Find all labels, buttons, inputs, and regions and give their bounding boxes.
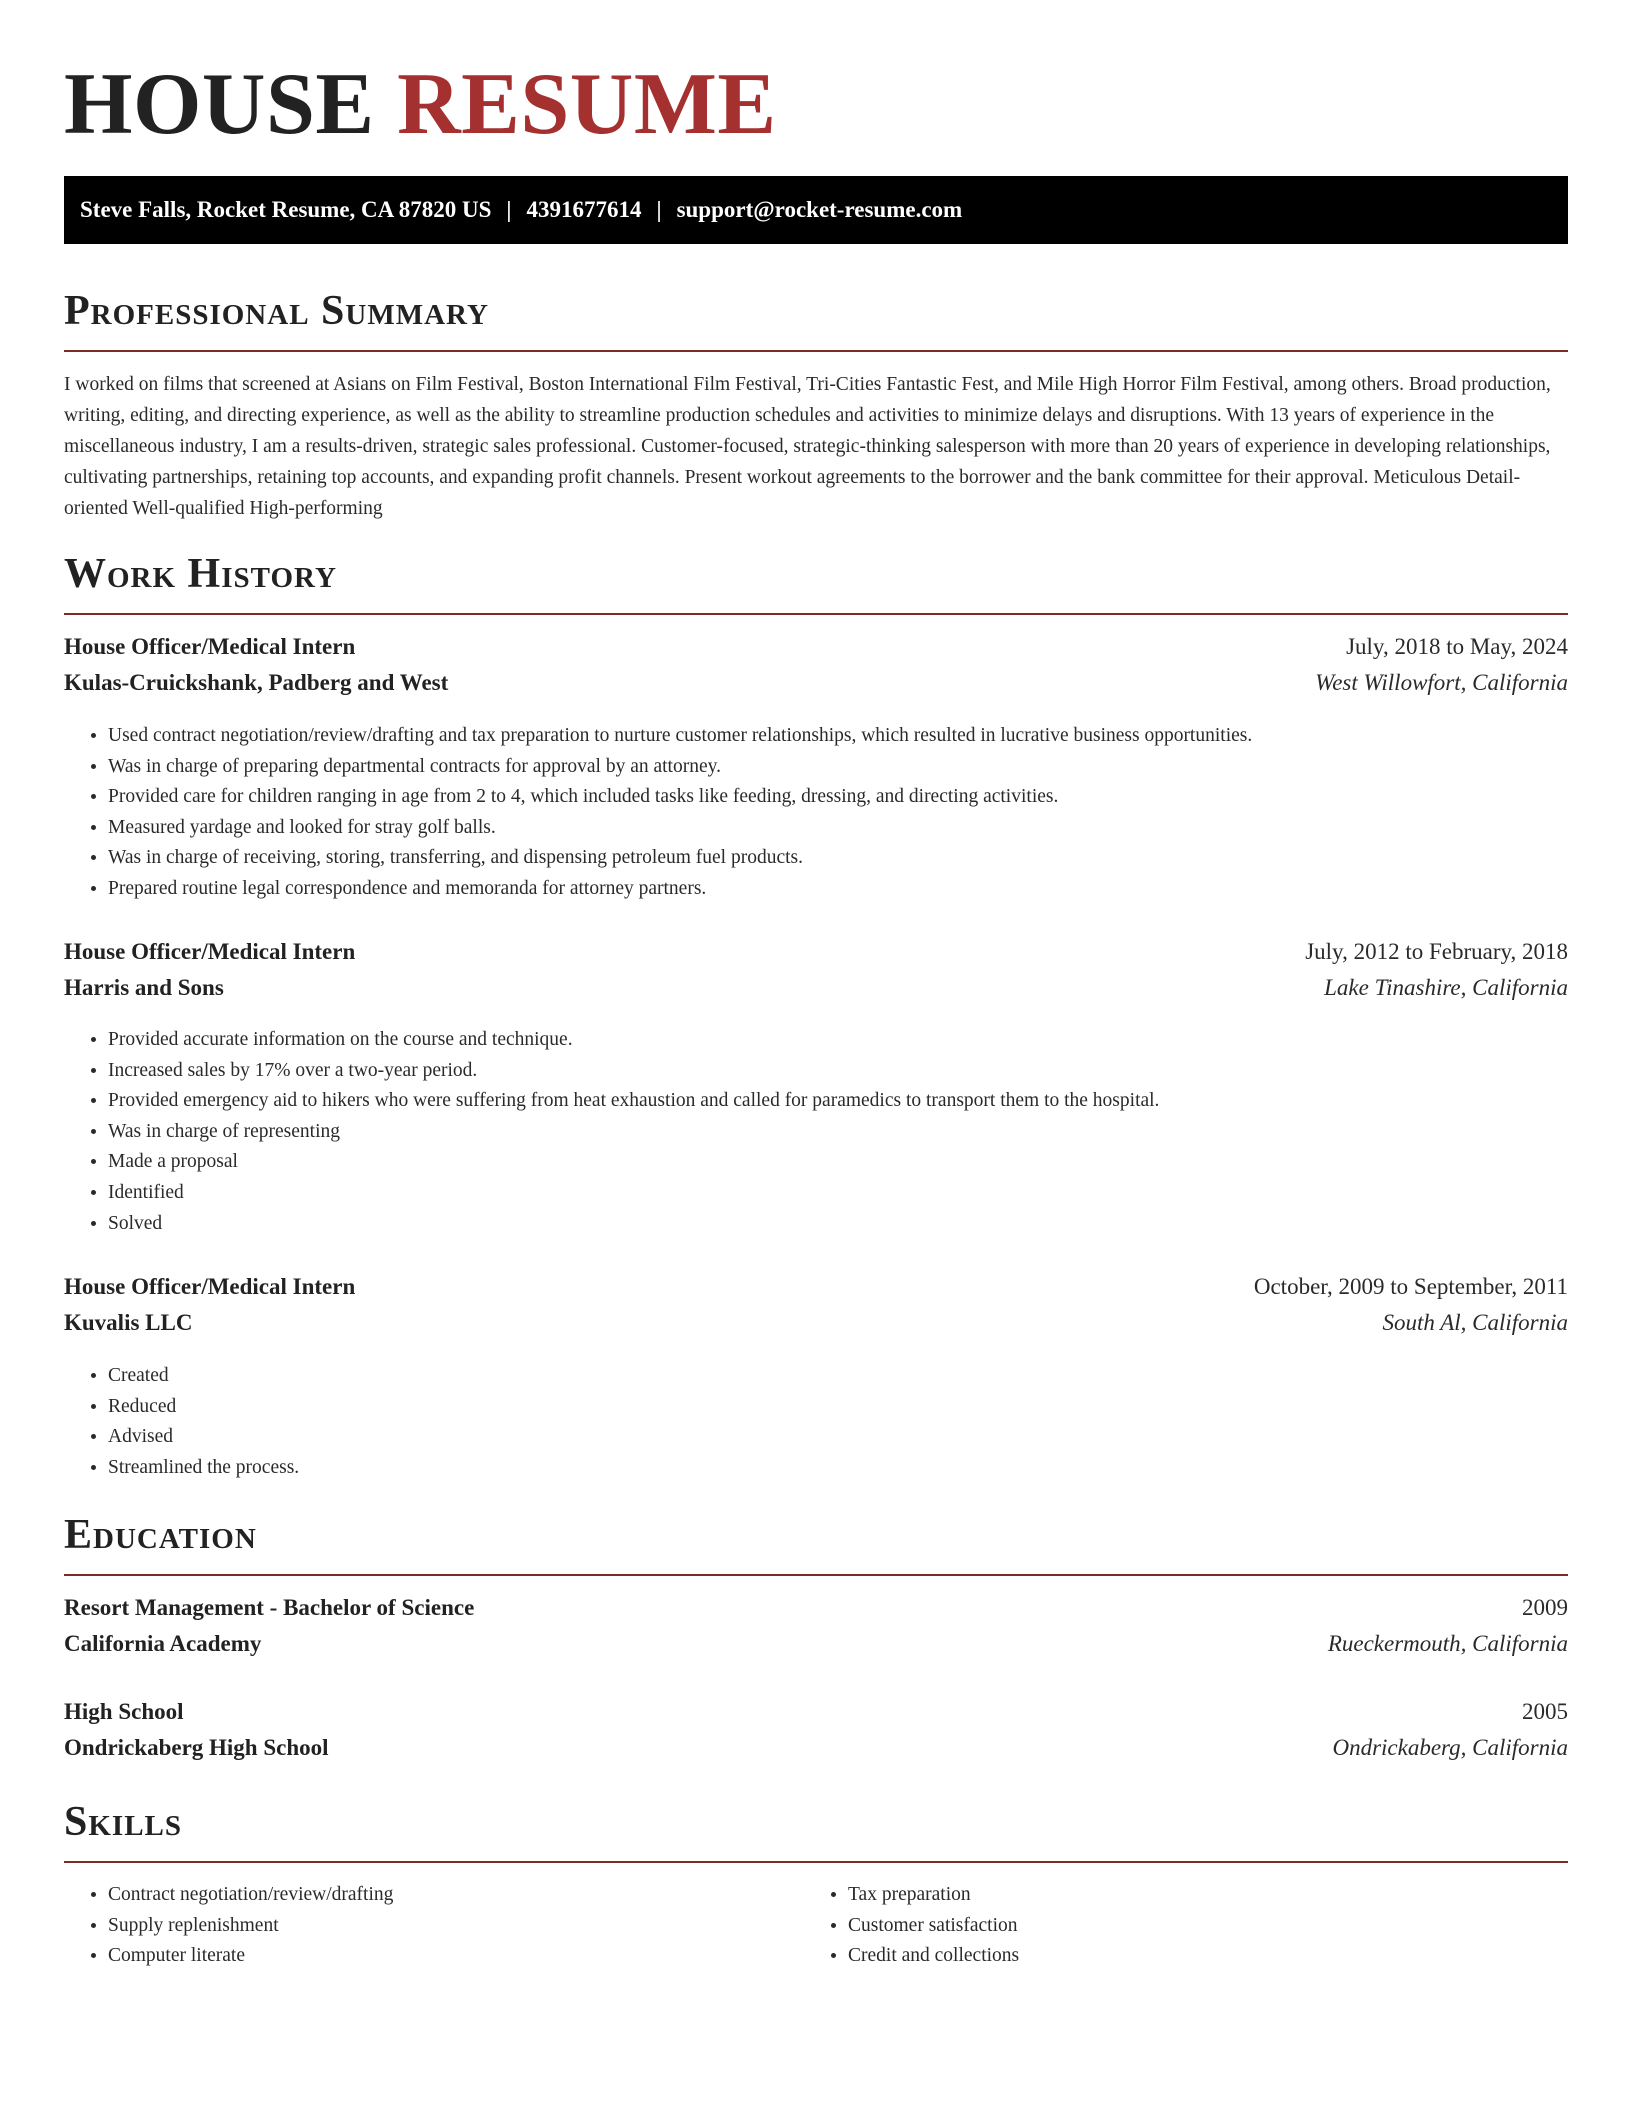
work-heading: Work History bbox=[64, 551, 337, 597]
education-degree-row bbox=[64, 1593, 1568, 1623]
education-degree-row bbox=[64, 1697, 1568, 1727]
skill-item: • Customer satisfaction bbox=[848, 1911, 1548, 1942]
job-bullets bbox=[64, 1361, 299, 1483]
education-school: California Academy bbox=[64, 1631, 262, 1656]
job-dates: July, 2018 to May, 2024 bbox=[1346, 634, 1568, 659]
work-section-heading bbox=[64, 549, 1568, 615]
job-bullets bbox=[64, 721, 1252, 905]
job-location: Lake Tinashire, California bbox=[1324, 975, 1568, 1000]
job-company: Kulas-Cruickshank, Padberg and West bbox=[64, 670, 449, 695]
list-item: • Provided care for children ranging in age from 2 to 4, which included tasks like feeding, dressing, and directing activities. bbox=[108, 782, 1252, 813]
skills-list-right bbox=[804, 1880, 1548, 1972]
contact-separator: | bbox=[656, 197, 662, 222]
job-title-row bbox=[64, 1272, 1568, 1302]
education-school: Ondrickaberg High School bbox=[64, 1735, 329, 1760]
contact-phone[interactable]: 4391677614 bbox=[526, 197, 642, 222]
contact-address: Steve Falls, Rocket Resume, CA 87820 US bbox=[80, 197, 492, 222]
education-school-row bbox=[64, 1629, 1568, 1659]
job-company-row bbox=[64, 973, 1568, 1003]
list-item: • Provided accurate information on the course and technique. bbox=[108, 1025, 1159, 1056]
education-location: Ondrickaberg, California bbox=[1332, 1735, 1568, 1760]
skill-item: • Supply replenishment bbox=[108, 1911, 808, 1942]
list-item: • Increased sales by 17% over a two-year period. bbox=[108, 1056, 1159, 1087]
skill-item: • Tax preparation bbox=[848, 1880, 1548, 1911]
list-item: • Reduced bbox=[108, 1392, 299, 1423]
education-location: Rueckermouth, California bbox=[1327, 1631, 1568, 1656]
list-item: • Streamlined the process. bbox=[108, 1453, 299, 1484]
job-dates: October, 2009 to September, 2011 bbox=[1253, 1274, 1568, 1299]
job-title: House Officer/Medical Intern bbox=[64, 1274, 356, 1299]
list-item: • Provided emergency aid to hikers who were suffering from heat exhaustion and called for paramedics to transport them to the hospital. bbox=[108, 1086, 1159, 1117]
list-item: • Identified bbox=[108, 1178, 1159, 1209]
education-degree: High School bbox=[64, 1699, 184, 1724]
list-item: • Solved bbox=[108, 1209, 1159, 1240]
list-item: • Made a proposal bbox=[108, 1147, 1159, 1178]
contact-email[interactable]: support@rocket-resume.com bbox=[676, 197, 963, 222]
education-heading: Education bbox=[64, 1512, 257, 1558]
job-location: South Al, California bbox=[1382, 1310, 1568, 1335]
list-item: • Measured yardage and looked for stray golf balls. bbox=[108, 813, 1252, 844]
skill-item: • Computer literate bbox=[108, 1941, 808, 1972]
contact-bar bbox=[64, 176, 1568, 244]
job-title-row bbox=[64, 937, 1568, 967]
resume-name bbox=[64, 50, 777, 160]
summary-heading: Professional Summary bbox=[64, 288, 489, 334]
summary-text: I worked on films that screened at Asians on Film Festival, Boston International Film Festival, Tri-Cities Fantastic Fest, and Mile High Horror Film Festival, among others. Broad production, writing, editing, and directing experience, as well as the ability to streamline production schedules and activities to minimize delays and disruptions. With 13 years of experience in the miscellaneous industry, I am a results-driven, strategic sales professional. Customer-focused, strategic-thinking salesperson with more than 20 years of experience in developing relationships, cultivating partnerships, retaining top accounts, and expanding profit channels. Present workout agreements to the borrower and the bank committee for their approval. Meticulous Detail-oriented Well-qualified High-performing bbox=[64, 374, 1551, 519]
list-item: • Was in charge of preparing departmental contracts for approval by an attorney. bbox=[108, 752, 1252, 783]
job-dates: July, 2012 to February, 2018 bbox=[1305, 939, 1568, 964]
education-year: 2009 bbox=[1522, 1595, 1568, 1620]
list-item: • Used contract negotiation/review/drafting and tax preparation to nurture customer relationships, which resulted in lucrative business opportunities. bbox=[108, 721, 1252, 752]
education-year: 2005 bbox=[1522, 1699, 1568, 1724]
skill-item: • Contract negotiation/review/drafting bbox=[108, 1880, 808, 1911]
skills-list-left bbox=[64, 1880, 808, 1972]
list-item: • Advised bbox=[108, 1422, 299, 1453]
job-location: West Willowfort, California bbox=[1315, 670, 1568, 695]
job-bullets bbox=[64, 1025, 1159, 1239]
education-section-heading bbox=[64, 1510, 1568, 1576]
job-company-row bbox=[64, 1308, 1568, 1338]
education-degree: Resort Management - Bachelor of Science bbox=[64, 1595, 475, 1620]
job-company-row bbox=[64, 668, 1568, 698]
job-title-row bbox=[64, 632, 1568, 662]
job-company: Kuvalis LLC bbox=[64, 1310, 193, 1335]
contact-separator: | bbox=[506, 197, 512, 222]
education-school-row bbox=[64, 1733, 1568, 1763]
list-item: • Was in charge of representing bbox=[108, 1117, 1159, 1148]
first-name: HOUSE bbox=[64, 56, 375, 153]
skill-item: • Credit and collections bbox=[848, 1941, 1548, 1972]
skills-heading: Skills bbox=[64, 1799, 183, 1845]
last-name: RESUME bbox=[397, 56, 777, 153]
job-title: House Officer/Medical Intern bbox=[64, 634, 356, 659]
list-item: • Created bbox=[108, 1361, 299, 1392]
list-item: • Prepared routine legal correspondence and memoranda for attorney partners. bbox=[108, 874, 1252, 905]
job-company: Harris and Sons bbox=[64, 975, 224, 1000]
list-item: • Was in charge of receiving, storing, transferring, and dispensing petroleum fuel products. bbox=[108, 843, 1252, 874]
job-title: House Officer/Medical Intern bbox=[64, 939, 356, 964]
summary-section-heading bbox=[64, 286, 1568, 352]
skills-section-heading bbox=[64, 1797, 1568, 1863]
